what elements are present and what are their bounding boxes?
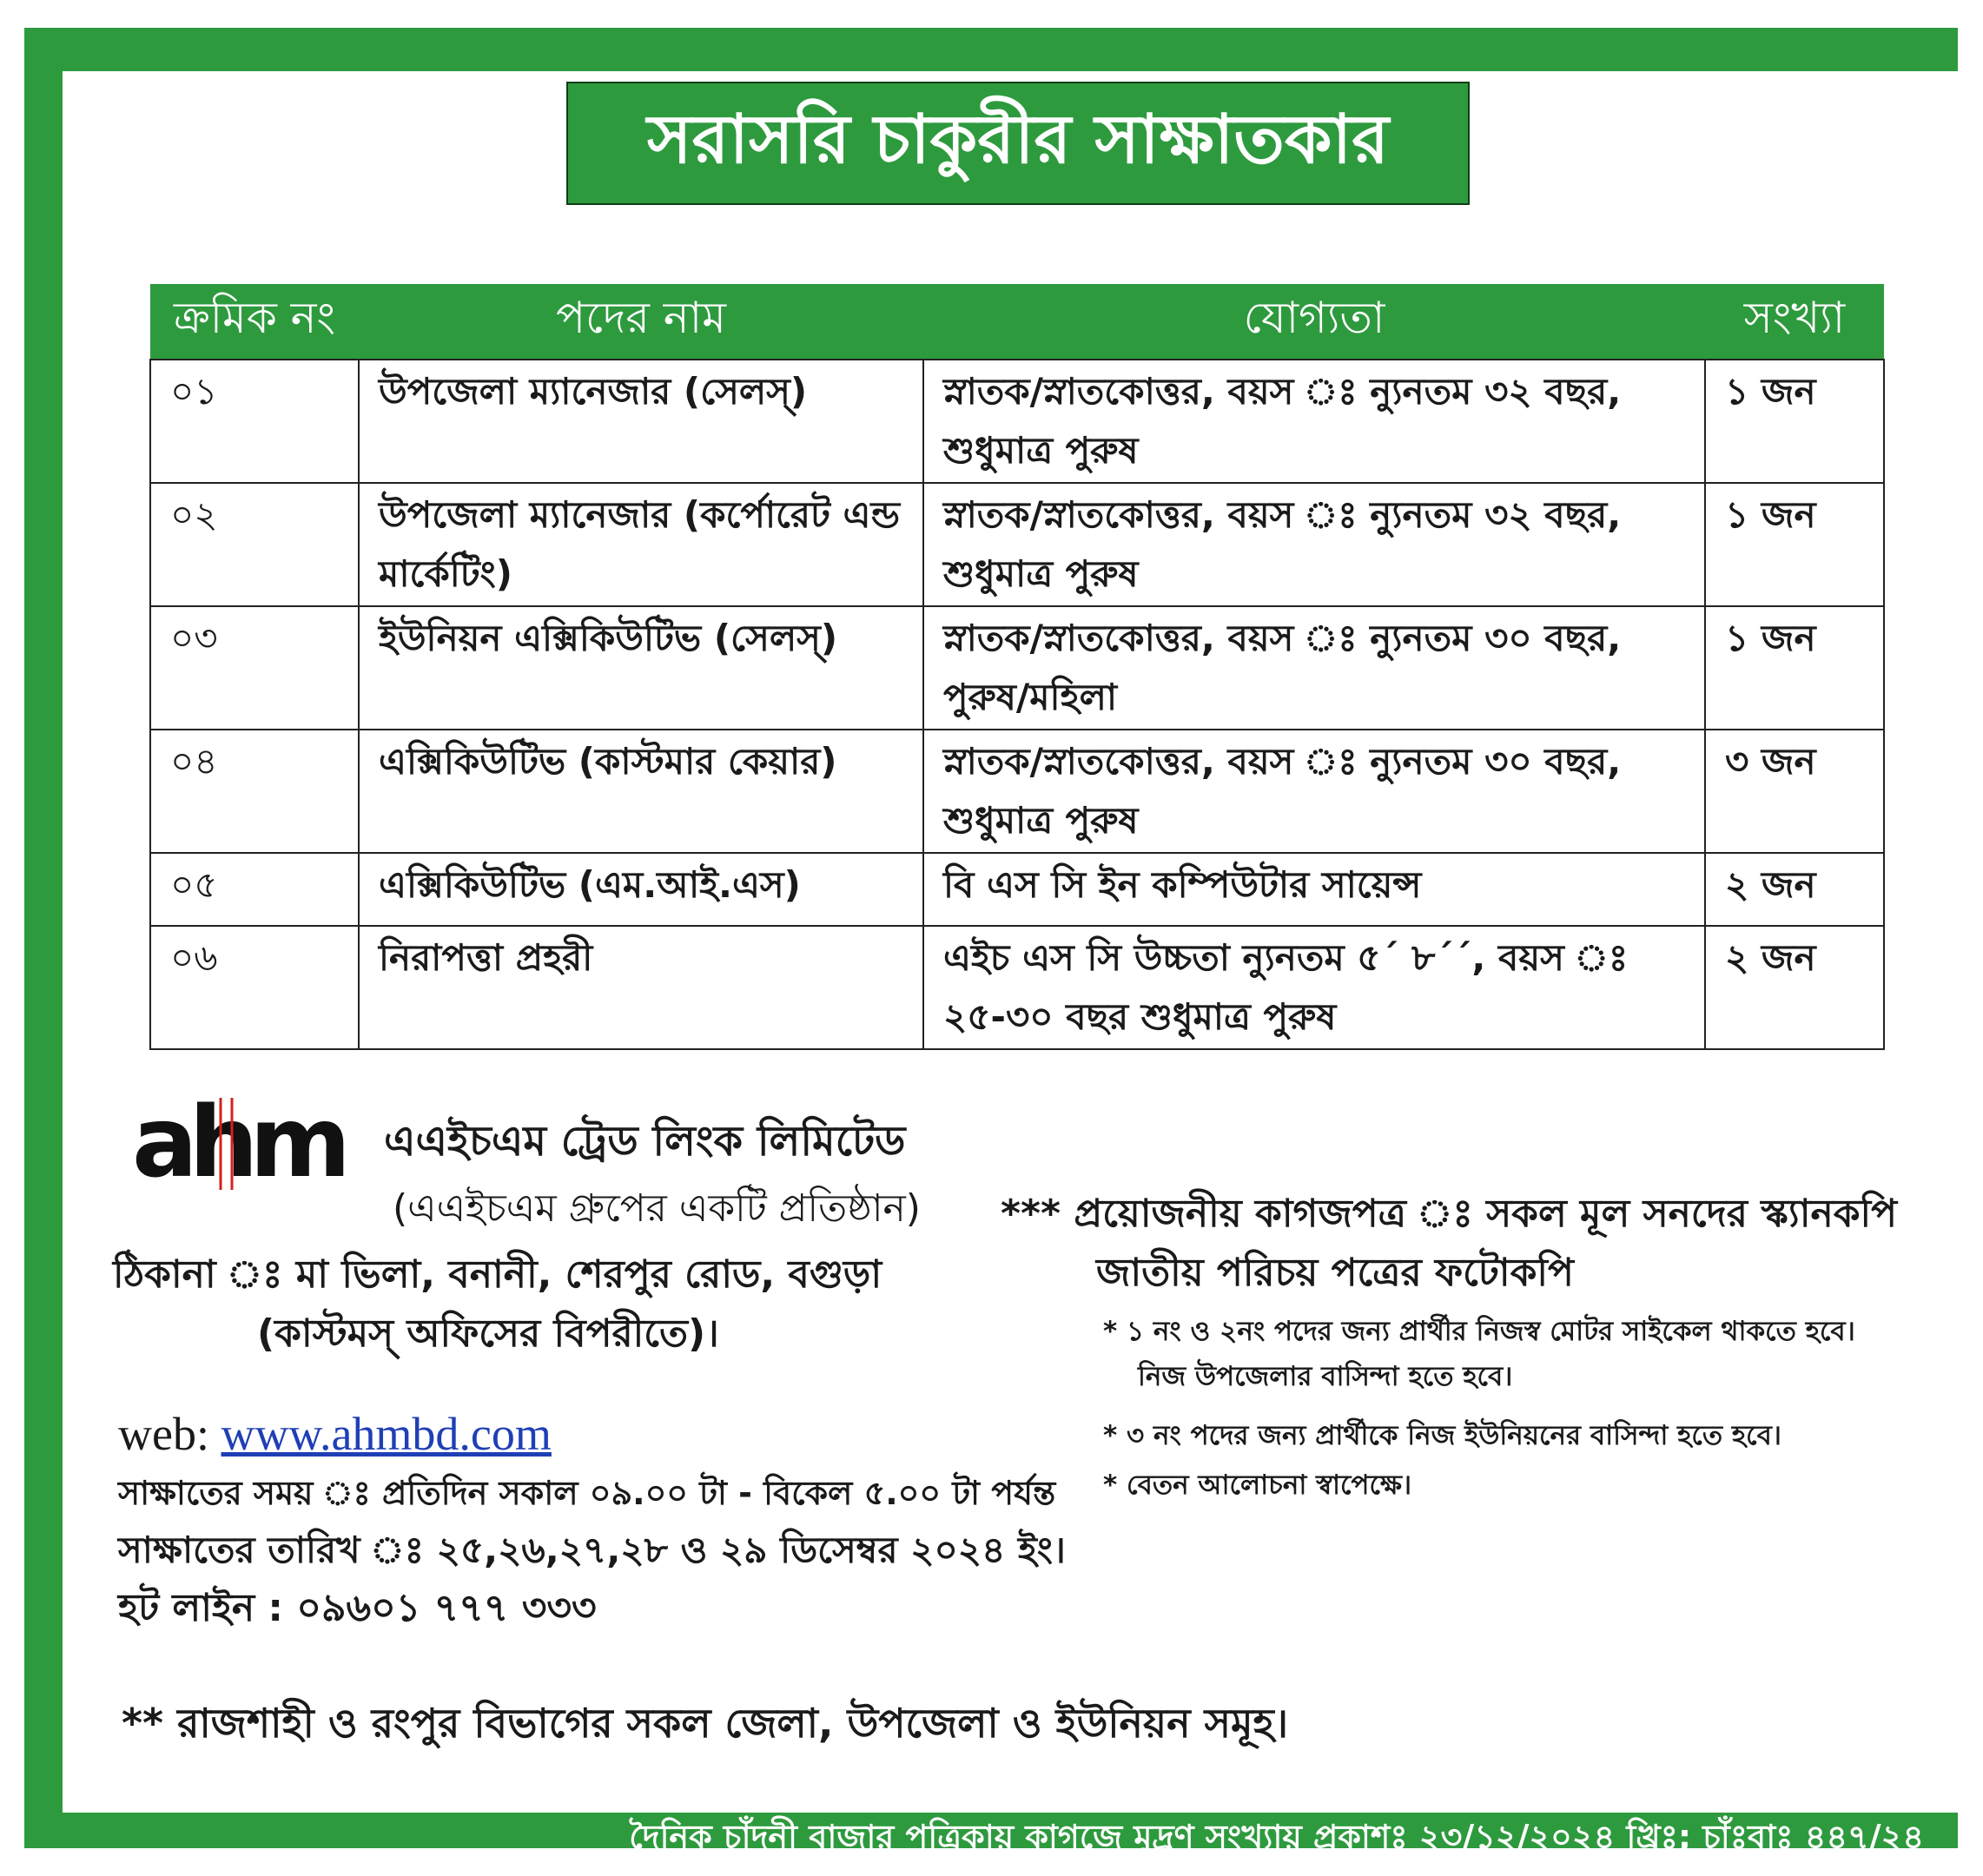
web-label: web:	[118, 1408, 209, 1460]
cell-serial: ০২	[150, 483, 359, 606]
table-row	[150, 926, 1884, 1049]
note-3: * বেতন আলোচনা স্বাপেক্ষে।	[1103, 1470, 1412, 1501]
company-subtitle: (এএইচএম গ্রুপের একটি প্রতিষ্ঠান)	[393, 1186, 921, 1231]
ad-title-text: সরাসরি চাকুরীর সাক্ষাতকার	[646, 101, 1390, 179]
header-post: পদের নাম	[359, 284, 923, 360]
cell-serial: ০১	[150, 360, 359, 483]
jobs-table	[149, 284, 1885, 1050]
header-qualification: যোগ্যতা	[923, 284, 1705, 360]
interview-time: সাক্ষাতের সময় ঃ প্রতিদিন সকাল ০৯.০০ টা - বিকেল ৫.০০ টা পর্যন্ত	[118, 1474, 1056, 1512]
interview-date: সাক্ষাতের তারিখ ঃ ২৫,২৬,২৭,২৮ ও ২৯ ডিসেম্বর ২০২৪ ইং।	[118, 1529, 1066, 1571]
cell-count: ২ জন	[1705, 853, 1884, 926]
cell-post: এক্সিকিউটিভ (কাস্টমার কেয়ার)	[359, 730, 923, 853]
cell-serial: ০৩	[150, 606, 359, 730]
publication-footer: দৈনিক চাঁদনী বাজার পত্রিকায় কাগজে মুদ্রণ সংখ্যায় প্রকাশঃ ২৩/১২/২০২৪ খ্রিঃ; চাঁঃবাঃ ৪৪৭/২৪	[629, 1818, 1924, 1856]
cell-post: উপজেলা ম্যানেজার (কর্পোরেট এন্ড মার্কেটিং)	[359, 483, 923, 606]
company-name: এএইচএম ট্রেড লিংক লিমিটেড	[384, 1117, 906, 1166]
table-row	[150, 730, 1884, 853]
cell-count: ১ জন	[1705, 360, 1884, 483]
cell-qualification: এইচ এস সি উচ্চতা ন্যুনতম ৫´ ৮´´, বয়স ঃ ২৫-৩০ বছর শুধুমাত্র পুরুষ	[923, 926, 1705, 1049]
address-line-2: (কাস্টমস্ অফিসের বিপরীতে)।	[257, 1311, 719, 1356]
header-serial: ক্রমিক নং	[150, 284, 359, 360]
cell-count: ৩ জন	[1705, 730, 1884, 853]
logo-text: ahm	[132, 1096, 343, 1192]
address-line-1: ঠিকানা ঃ মা ভিলা, বনানী, শেরপুর রোড, বগুড়া	[113, 1252, 882, 1297]
cell-qualification: স্নাতক/স্নাতকোত্তর, বয়স ঃ ন্যুনতম ৩২ বছর, শুধুমাত্র পুরুষ	[923, 483, 1705, 606]
table-row	[150, 853, 1884, 926]
cell-count: ১ জন	[1705, 606, 1884, 730]
cell-post: এক্সিকিউটিভ (এম.আই.এস)	[359, 853, 923, 926]
company-logo	[132, 1096, 349, 1192]
table-row	[150, 360, 1884, 483]
required-documents: *** প্রয়োজনীয় কাগজপত্র ঃ সকল মূল সনদের স্ক্যানকপি	[1001, 1192, 1897, 1236]
header-count: সংখ্যা	[1705, 284, 1884, 360]
cell-serial: ০৫	[150, 853, 359, 926]
table-row	[150, 483, 1884, 606]
website-link[interactable]: www.ahmbd.com	[221, 1408, 552, 1460]
cell-qualification: স্নাতক/স্নাতকোত্তর, বয়স ঃ ন্যুনতম ৩০ বছর, পুরুষ/মহিলা	[923, 606, 1705, 730]
cell-count: ১ জন	[1705, 483, 1884, 606]
cell-qualification: স্নাতক/স্নাতকোত্তর, বয়স ঃ ন্যুনতম ৩২ বছর, শুধুমাত্র পুরুষ	[923, 360, 1705, 483]
note-1: * ১ নং ও ২নং পদের জন্য প্রার্থীর নিজস্ব মোটর সাইকেল থাকতে হবে।	[1103, 1316, 1855, 1347]
cell-post: উপজেলা ম্যানেজার (সেলস্)	[359, 360, 923, 483]
cell-qualification: স্নাতক/স্নাতকোত্তর, বয়স ঃ ন্যুনতম ৩০ বছর, শুধুমাত্র পুরুষ	[923, 730, 1705, 853]
jobs-table-header	[150, 284, 1884, 360]
hotline: হট লাইন : ০৯৬০১ ৭৭৭ ৩৩৩	[118, 1586, 597, 1630]
cell-qualification: বি এস সি ইন কম্পিউটার সায়েন্স	[923, 853, 1705, 926]
note-1-cont: নিজ উপজেলার বাসিন্দা হতে হবে।	[1138, 1361, 1513, 1392]
cell-serial: ০৬	[150, 926, 359, 1049]
cell-post: ইউনিয়ন এক্সিকিউটিভ (সেলস্)	[359, 606, 923, 730]
regions-note: ** রাজশাহী ও রংপুর বিভাগের সকল জেলা, উপজেলা ও ইউনিয়ন সমূহ।	[122, 1700, 1289, 1747]
cell-count: ২ জন	[1705, 926, 1884, 1049]
cell-serial: ০৪	[150, 730, 359, 853]
ad-title	[566, 82, 1470, 205]
website	[118, 1407, 552, 1461]
note-2: * ৩ নং পদের জন্য প্রার্থীকে নিজ ইউনিয়নের বাসিন্দা হতে হবে।	[1103, 1420, 1781, 1451]
table-row	[150, 606, 1884, 730]
cell-post: নিরাপত্তা প্রহরী	[359, 926, 923, 1049]
required-documents-2: জাতীয় পরিচয় পত্রের ফটোকপি	[1096, 1251, 1574, 1295]
